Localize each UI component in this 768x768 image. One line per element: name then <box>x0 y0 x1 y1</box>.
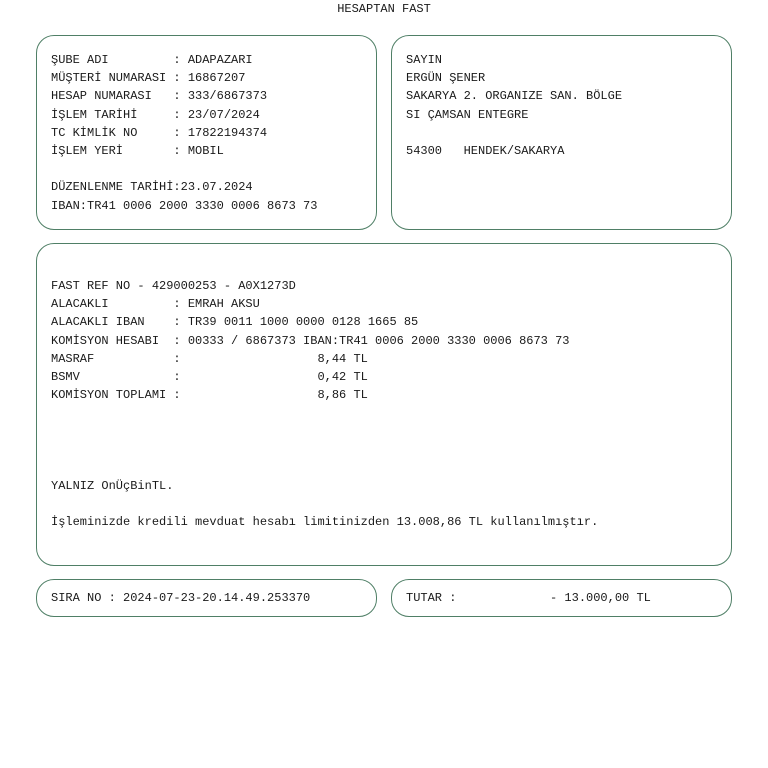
branch-name-line: ŞUBE ADI : ADAPAZARI <box>51 53 253 67</box>
branch-info-box <box>36 35 377 230</box>
overdraft-notice-line: İşleminizde kredili mevduat hesabı limitinizden 13.008,86 TL kullanılmıştır. <box>51 515 599 530</box>
payee-line: ALACAKLI : EMRAH AKSU <box>51 297 260 312</box>
transfer-detail-box <box>36 243 732 566</box>
amount-in-words-line: YALNIZ OnÜçBinTL. <box>51 479 174 494</box>
sequence-number-box <box>36 579 377 617</box>
address-line-2: SI ÇAMSAN ENTEGRE <box>406 107 529 122</box>
fast-ref-line: FAST REF NO - 429000253 - A0X1273D <box>51 279 296 293</box>
customer-number-line: MÜŞTERİ NUMARASI : 16867207 <box>51 71 246 86</box>
blank-line <box>406 124 622 142</box>
tc-id-line: TC KİMLİK NO : 17822194374 <box>51 125 268 140</box>
amount-box <box>391 579 732 617</box>
blank-line <box>51 459 598 477</box>
sequence-number: SIRA NO : 2024-07-23-20.14.49.253370 <box>51 591 311 605</box>
account-number-line: HESAP NUMARASI : 333/6867373 <box>51 89 268 104</box>
commission-total-line: KOMİSYON TOPLAMI : 8,86 TL <box>51 388 368 403</box>
blank-line <box>51 404 598 422</box>
document-title: HESAPTAN FAST <box>337 2 431 16</box>
salutation-line: SAYIN <box>406 53 443 67</box>
iban-line: IBAN:TR41 0006 2000 3330 0006 8673 73 <box>51 198 318 213</box>
transfer-amount: TUTAR : - 13.000,00 TL <box>406 591 651 605</box>
blank-line <box>51 495 598 513</box>
fee-line: MASRAF : 8,44 TL <box>51 351 368 366</box>
address-line-1: SAKARYA 2. ORGANIZE SAN. BÖLGE <box>406 89 623 104</box>
issue-date-line: DÜZENLENME TARİHİ:23.07.2024 <box>51 180 253 195</box>
blank-line <box>51 441 598 459</box>
bsmv-line: BSMV : 0,42 TL <box>51 369 368 384</box>
transaction-date-line: İŞLEM TARİHİ : 23/07/2024 <box>51 107 260 122</box>
recipient-address-box <box>391 35 732 230</box>
blank-line <box>51 160 317 178</box>
customer-name-line: ERGÜN ŞENER <box>406 71 486 86</box>
postal-city-line: 54300 HENDEK/SAKARYA <box>406 143 565 158</box>
transaction-place-line: İŞLEM YERİ : MOBIL <box>51 143 224 158</box>
commission-account-line: KOMİSYON HESABI : 00333 / 6867373 IBAN:TR41 0006 2000 3330 0006 8673 73 <box>51 333 570 348</box>
transfer-detail-lines <box>51 277 598 532</box>
blank-line <box>51 423 598 441</box>
branch-info-lines <box>51 51 317 215</box>
address-lines <box>406 51 622 160</box>
payee-iban-line: ALACAKLI IBAN : TR39 0011 1000 0000 0128 1665 85 <box>51 315 419 330</box>
